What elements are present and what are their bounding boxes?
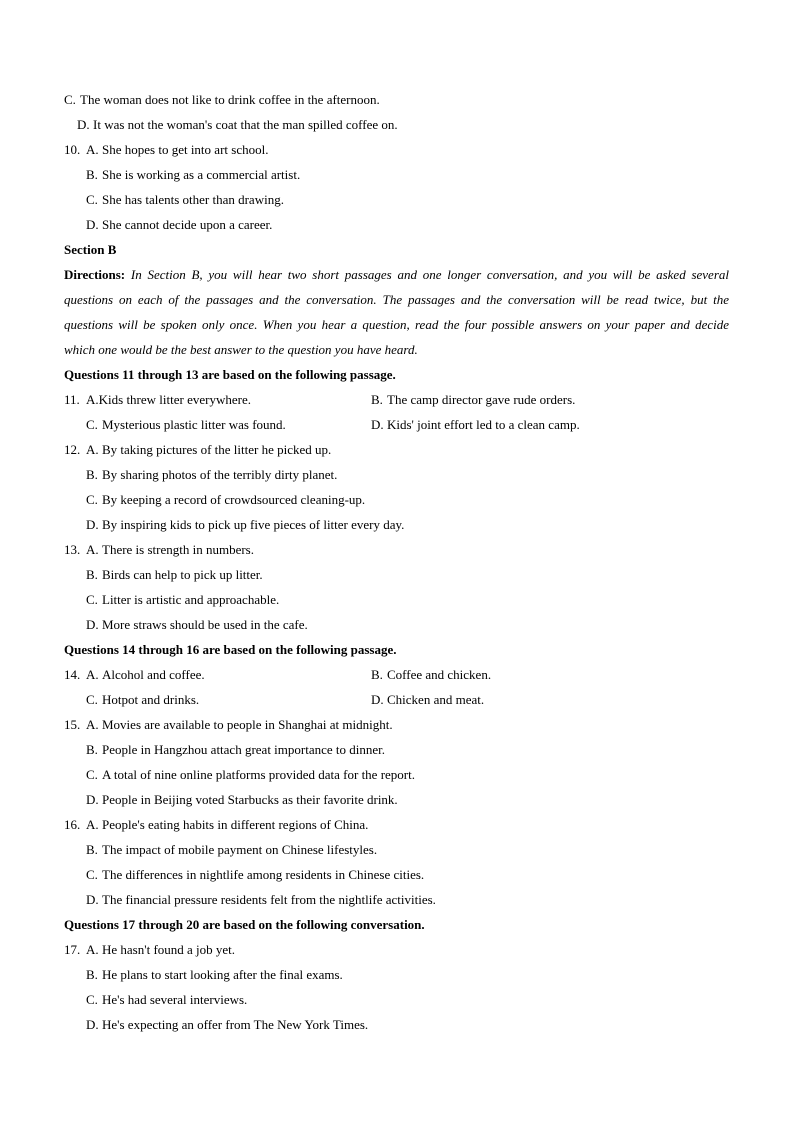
option-label: C. [86, 692, 98, 707]
option-label: C. [86, 767, 98, 782]
option-text: People in Beijing voted Starbucks as their favorite drink. [102, 792, 398, 807]
option-text: Alcohol and coffee. [102, 667, 205, 682]
option-text: By sharing photos of the terribly dirty planet. [102, 467, 338, 482]
q14-options-row-2 [64, 687, 729, 712]
q9-option-c [64, 87, 729, 112]
option-label: D. [77, 117, 90, 132]
question-number: 17. [64, 942, 81, 957]
option-label: D. [86, 617, 99, 632]
q12-option-a [64, 437, 729, 462]
q13-option-a [64, 537, 729, 562]
q10-option-d [64, 212, 729, 237]
option-label: B. [86, 967, 98, 982]
question-number: 12. [64, 442, 81, 457]
option-label: C. [86, 417, 98, 432]
option-text: By inspiring kids to pick up five pieces of litter every day. [102, 517, 405, 532]
q17-option-c [64, 987, 729, 1012]
question-number: 13. [64, 542, 81, 557]
question-number: 15. [64, 717, 81, 732]
option-text: More straws should be used in the cafe. [102, 617, 308, 632]
question-number: 10. [64, 142, 81, 157]
group-heading: Questions 17 through 20 are based on the following conversation. [64, 917, 425, 932]
option-text: She hopes to get into art school. [102, 142, 269, 157]
q10-option-b [64, 162, 729, 187]
option-label: B. [371, 392, 383, 407]
option-label: D. [371, 692, 384, 707]
option-label: C. [86, 192, 98, 207]
option-text: Chicken and meat. [387, 692, 485, 707]
option-text: Hotpot and drinks. [102, 692, 200, 707]
q13-option-c [64, 587, 729, 612]
q14-option-d [371, 687, 484, 712]
option-text: The impact of mobile payment on Chinese lifestyles. [102, 842, 378, 857]
q13-option-b [64, 562, 729, 587]
option-label: C. [64, 92, 76, 107]
option-label: A. [86, 442, 99, 457]
option-label: A. [86, 542, 99, 557]
q10-option-c [64, 187, 729, 212]
q9-option-d [64, 112, 729, 137]
option-label: B. [86, 842, 98, 857]
option-text: She has talents other than drawing. [102, 192, 284, 207]
option-label: A. [86, 817, 99, 832]
option-text: Kids threw litter everywhere. [98, 392, 251, 407]
option-text: Mysterious plastic litter was found. [102, 417, 286, 432]
option-label: C. [86, 492, 98, 507]
option-text: It was not the woman's coat that the man spilled coffee on. [93, 117, 398, 132]
option-text: People's eating habits in different regions of China. [102, 817, 369, 832]
directions-line-2: questions on each of the passages and the conversation. The passages and the conversation will be read twice, but the [64, 292, 729, 307]
option-text: Coffee and chicken. [387, 667, 492, 682]
section-title: Section B [64, 242, 117, 257]
q14-options-row-1 [64, 662, 729, 687]
q10-option-a [64, 137, 729, 162]
option-text: She cannot decide upon a career. [102, 217, 273, 232]
option-label: D. [86, 892, 99, 907]
option-label: B. [86, 567, 98, 582]
option-label: A. [86, 717, 99, 732]
option-label: B. [86, 467, 98, 482]
option-label: C. [86, 592, 98, 607]
q12-option-c [64, 487, 729, 512]
option-label: D. [86, 217, 99, 232]
option-text: He plans to start looking after the final exams. [102, 967, 343, 982]
question-number: 14. [64, 667, 81, 682]
directions-label: Directions: [64, 267, 126, 282]
option-label: A. [86, 667, 99, 682]
option-label: C. [86, 867, 98, 882]
q11-option-d [371, 412, 580, 437]
option-text: Movies are available to people in Shanghai at midnight. [102, 717, 393, 732]
option-label: D. [371, 417, 384, 432]
group-heading: Questions 14 through 16 are based on the following passage. [64, 642, 397, 657]
directions-line-3: questions will be spoken only once. When you hear a question, read the four possible answers on your paper and decide [64, 317, 729, 332]
q13-option-d [64, 612, 729, 637]
option-label: B. [86, 167, 98, 182]
option-label: B. [371, 667, 383, 682]
q17-option-b [64, 962, 729, 987]
option-label: B. [86, 742, 98, 757]
option-text: Birds can help to pick up litter. [102, 567, 263, 582]
q11-options-row-2 [64, 412, 729, 437]
option-text: The differences in nightlife among residents in Chinese cities. [102, 867, 425, 882]
option-label: C. [86, 992, 98, 1007]
q15-option-d [64, 787, 729, 812]
option-text: He's had several interviews. [102, 992, 248, 1007]
option-text: People in Hangzhou attach great importance to dinner. [102, 742, 386, 757]
option-text: A total of nine online platforms provided data for the report. [102, 767, 415, 782]
q11-options-row-1 [64, 387, 729, 412]
directions-line-1 [64, 262, 729, 287]
option-text: The camp director gave rude orders. [387, 392, 576, 407]
option-text: By taking pictures of the litter he picked up. [102, 442, 332, 457]
option-text: Litter is artistic and approachable. [102, 592, 280, 607]
question-number: 11. [64, 392, 80, 407]
q12-option-d [64, 512, 729, 537]
q14-option-b [371, 662, 491, 687]
q11-option-b [371, 387, 575, 412]
q15-option-c [64, 762, 729, 787]
q16-option-a [64, 812, 729, 837]
option-label: D. [86, 517, 99, 532]
option-text: He hasn't found a job yet. [102, 942, 236, 957]
group-heading: Questions 11 through 13 are based on the following passage. [64, 367, 396, 382]
option-text: The woman does not like to drink coffee in the afternoon. [80, 92, 380, 107]
option-label: A. [86, 142, 99, 157]
q17-option-d [64, 1012, 729, 1037]
option-label: D. [86, 1017, 99, 1032]
q16-option-b [64, 837, 729, 862]
directions-line-4: which one would be the best answer to the question you have heard. [64, 342, 418, 357]
q12-option-b [64, 462, 729, 487]
q15-option-b [64, 737, 729, 762]
option-label: A. [86, 942, 99, 957]
option-text: Kids' joint effort led to a clean camp. [387, 417, 580, 432]
q17-option-a [64, 937, 729, 962]
q15-option-a [64, 712, 729, 737]
option-label: A. [86, 392, 99, 407]
option-text: He's expecting an offer from The New York Times. [102, 1017, 369, 1032]
option-text: By keeping a record of crowdsourced cleaning-up. [102, 492, 366, 507]
q16-option-d [64, 887, 729, 912]
directions-text: In Section B, you will hear two short passages and one longer conversation, and you will be asked several [130, 267, 729, 282]
option-text: She is working as a commercial artist. [102, 167, 301, 182]
question-number: 16. [64, 817, 81, 832]
option-text: There is strength in numbers. [102, 542, 254, 557]
q16-option-c [64, 862, 729, 887]
option-text: The financial pressure residents felt from the nightlife activities. [102, 892, 436, 907]
option-label: D. [86, 792, 99, 807]
